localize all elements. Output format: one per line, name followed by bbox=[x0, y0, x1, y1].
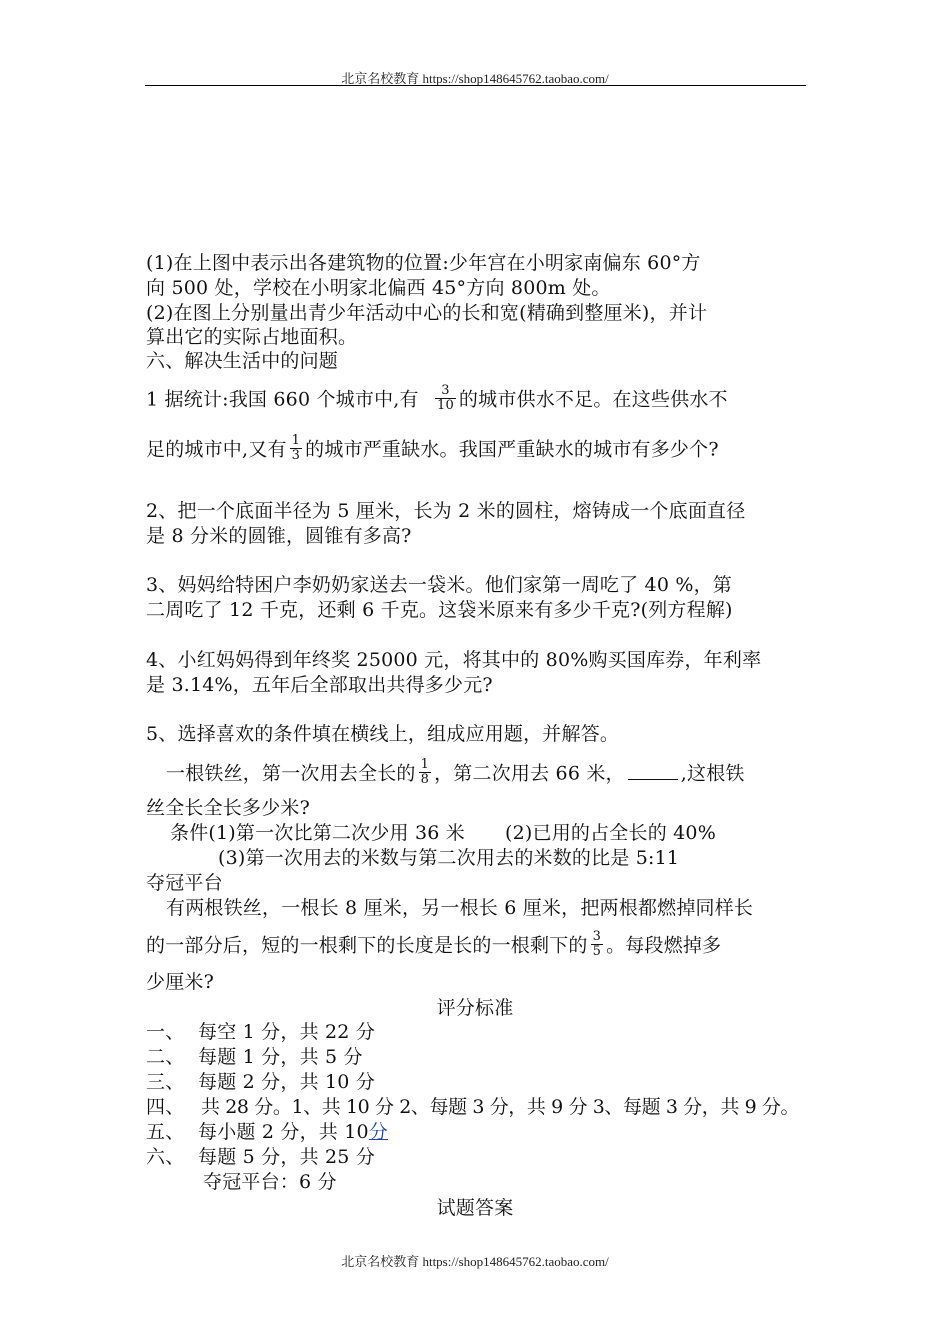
problem-2-line1: 2、把一个底面半径为 5 厘米，长为 2 米的圆柱，熔铸成一个底面直径 bbox=[146, 500, 746, 522]
fraction-1-8 bbox=[419, 758, 431, 787]
grading-row-label: 五、 bbox=[146, 1121, 185, 1143]
fraction-3-10 bbox=[435, 384, 456, 413]
condition-2: (2)已用的占全长的 40% bbox=[504, 822, 716, 844]
fraction-denominator: 8 bbox=[420, 772, 430, 787]
bonus-text-a: 的一部分后，短的一根剩下的长度是长的一根剩下的 bbox=[146, 934, 588, 957]
bonus-title: 夺冠平台 bbox=[146, 872, 223, 894]
fraction-denominator: 5 bbox=[592, 944, 602, 959]
bonus-line2 bbox=[146, 929, 722, 961]
grading-row-label: 四、 bbox=[146, 1096, 185, 1118]
grading-row-text: 每题 1 分，共 5 分 bbox=[198, 1046, 363, 1068]
problem-4-line2: 是 3.14%，五年后全部取出共得多少元? bbox=[146, 674, 493, 696]
bonus-line1: 有两根铁丝，一根长 8 厘米，另一根长 6 厘米，把两根都燃掉同样长 bbox=[166, 897, 754, 919]
bonus-line3: 少厘米? bbox=[146, 971, 214, 993]
grading-row-text: 每题 2 分，共 10 分 bbox=[198, 1071, 376, 1093]
problem-3-line1: 3、妈妈给特困户李奶奶家送去一袋米。他们家第一周吃了 40 %，第 bbox=[146, 574, 732, 596]
fraction-3-5 bbox=[591, 930, 603, 959]
bonus-text-b: 。每段燃掉多 bbox=[606, 934, 722, 957]
grading-row bbox=[146, 1120, 388, 1144]
grading-title: 评分标准 bbox=[436, 997, 514, 1019]
section-six-title: 六、解决生活中的问题 bbox=[146, 350, 339, 372]
answers-title: 试题答案 bbox=[436, 1197, 514, 1219]
problem-1-line2 bbox=[146, 433, 719, 465]
q1-line2: 向 500 处，学校在小明家北偏西 45°方向 800m 处。 bbox=[146, 277, 611, 299]
page-header: 北京名校教育 https://shop148645762.taobao.com/ bbox=[341, 71, 609, 86]
grading-row-label: 一、 bbox=[146, 1021, 185, 1043]
problem-1-text-c: 足的城市中,又有 bbox=[146, 438, 287, 461]
problem-3-line2: 二周吃了 12 千克，还剩 6 千克。这袋米原来有多少千克?(列方程解) bbox=[146, 599, 733, 621]
fraction-1-3 bbox=[290, 434, 302, 463]
conditions-line1 bbox=[170, 821, 716, 845]
grading-link[interactable]: 分 bbox=[368, 1121, 388, 1143]
grading-row-label: 三、 bbox=[146, 1071, 185, 1093]
grading-row-text: 每空 1 分，共 22 分 bbox=[198, 1021, 376, 1043]
problem-1-line1 bbox=[146, 383, 728, 415]
fraction-numerator: 1 bbox=[291, 433, 301, 448]
grading-row bbox=[146, 1145, 375, 1169]
condition-1: 条件(1)第一次比第二次少用 36 米 bbox=[170, 822, 465, 844]
problem-5-line2: 丝全长全长多少米? bbox=[146, 797, 310, 819]
grading-row-text: 共 28 分。1、共 10 分 2、每题 3 分，共 9 分 3、每题 3 分，共 9 分。 bbox=[201, 1096, 800, 1118]
q1-line1: (1)在上图中表示出各建筑物的位置:少年宫在小明家南偏东 60°方 bbox=[146, 252, 701, 274]
grading-row bbox=[146, 1020, 375, 1044]
q2-line1: (2)在图上分别量出青少年活动中心的长和宽(精确到整厘米)，并计 bbox=[146, 302, 708, 324]
problem-5-text-b: ，第二次用去 66 米， bbox=[434, 762, 625, 785]
problem-1-text-a: 1 据统计:我国 660 个城市中,有 bbox=[146, 388, 419, 411]
problem-2-line2: 是 8 分米的圆锥，圆锥有多高? bbox=[146, 525, 412, 547]
grading-row bbox=[146, 1095, 799, 1119]
problem-1-text-b: 的城市供水不足。在这些供水不 bbox=[458, 388, 728, 411]
fraction-denominator: 3 bbox=[291, 448, 301, 463]
grading-bonus: 夺冠平台：6 分 bbox=[203, 1171, 337, 1193]
fraction-numerator: 3 bbox=[435, 384, 456, 399]
problem-5-title: 5、选择喜欢的条件填在横线上，组成应用题，并解答。 bbox=[146, 723, 620, 745]
grading-row bbox=[146, 1045, 363, 1069]
fill-in-blank[interactable] bbox=[628, 765, 678, 780]
q2-line2: 算出它的实际占地面积。 bbox=[146, 326, 358, 348]
grading-row-label: 六、 bbox=[146, 1146, 185, 1168]
problem-1-text-d: 的城市严重缺水。我国严重缺水的城市有多少个? bbox=[305, 438, 719, 461]
grading-row-text: 每小题 2 分，共 10 bbox=[198, 1121, 369, 1143]
problem-4-line1: 4、小红妈妈得到年终奖 25000 元，将其中的 80%购买国库券，年利率 bbox=[146, 649, 762, 671]
page-footer: 北京名校教育 https://shop148645762.taobao.com/ bbox=[341, 1254, 609, 1269]
grading-row-text: 每题 5 分，共 25 分 bbox=[198, 1146, 376, 1168]
problem-5-text-a: 一根铁丝，第一次用去全长的 bbox=[166, 762, 416, 785]
problem-5-text-c: ,这根铁 bbox=[680, 762, 745, 785]
fraction-numerator: 3 bbox=[592, 929, 602, 944]
grading-row-label: 二、 bbox=[146, 1046, 185, 1068]
fraction-denominator: 10 bbox=[436, 398, 454, 413]
condition-3: (3)第一次用去的米数与第二次用去的米数的比是 5:11 bbox=[218, 847, 680, 869]
grading-row bbox=[146, 1070, 375, 1094]
header-rule bbox=[145, 85, 806, 86]
problem-5-line1 bbox=[166, 757, 745, 789]
fraction-numerator: 1 bbox=[420, 757, 430, 772]
